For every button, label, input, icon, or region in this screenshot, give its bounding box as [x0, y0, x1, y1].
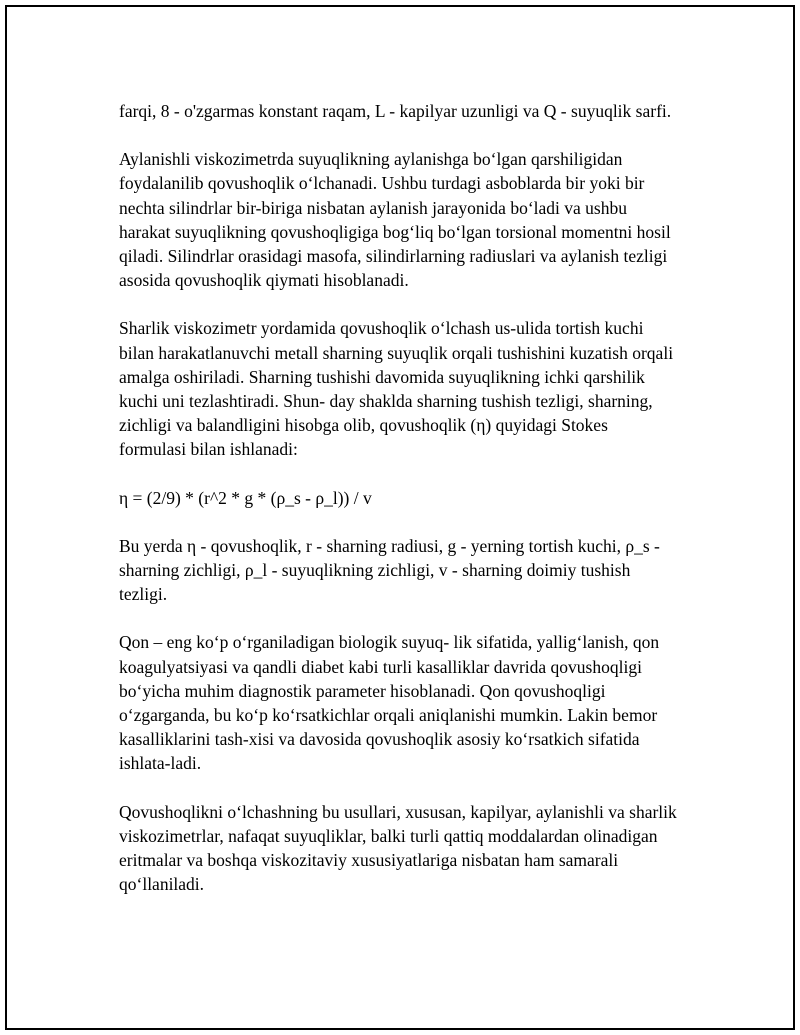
- paragraph-blood-viscosity: Qon – eng ko‘p o‘rganiladigan biologik suyuq- lik sifatida, yallig‘lanish, qon koagulyatsiyasi va qandli diabet kabi turli kasalliklar davrida qovushoqligi bo‘yicha muhim diagnostik parameter hisoblanadi. Qon qovushoqligi o‘zgarganda, bu ko‘p ko‘rsatkichlar orqali aniqlanishi mumkin. Lakin bemor kasalliklarini tash-xisi va davosida qovushoqlik asosiy ko‘rsatkich sifatida ishlata-ladi.: [119, 632, 660, 774]
- paragraph-ball-viscometer: Sharlik viskozimetr yordamida qovushoqlik o‘lchash us-ulida tortish kuchi bilan harakatlanuvchi metall sharning suyuqlik orqali tushishini kuzatish orqali amalga oshiriladi. Sharning tushishi davomida suyuqlikning ichki qarshilik kuchi uni tezlashtiradi. Shun- day shaklda sharning tushish tezligi, sharning, zichligi va balandligini hisobga olib, qovushoqlik (η) quyidagi Stokes formulasi bilan ishlanadi:: [119, 318, 674, 460]
- document-body: [119, 99, 679, 920]
- paragraph-conclusion: Qovushoqlikni o‘lchashning bu usullari, xususan, kapilyar, aylanishli va sharlik viskozimetrlar, nafaqat suyuqliklar, balki turli qattiq moddalardan olinadigan eritmalar va boshqa viskozitaviy xususiyatlariga nisbatan ham samarali qo‘llaniladi.: [119, 801, 677, 895]
- stokes-formula: η = (2/9) * (r^2 * g * (ρ_s - ρ_l)) / v: [119, 487, 372, 508]
- paragraph-formula-legend: Bu yerda η - qovushoqlik, r - sharning radiusi, g - yerning tortish kuchi, ρ_s - sharning zichligi, ρ_l - suyuqlikning zichligi, v - sharning doimiy tushish tezligi.: [119, 535, 660, 605]
- page-frame: [5, 5, 795, 1030]
- paragraph-rotational-viscometer: Aylanishli viskozimetrda suyuqlikning aylanishga bo‘lgan qarshiligidan foydalanilib qovushoqlik o‘lchanadi. Ushbu turdagi asboblarda bir yoki bir nechta silindrlar bir-biriga nisbatan aylanish jarayonida bo‘ladi va ushbu harakat suyuqlikning qovushoqligiga bog‘liq bo‘lgan torsional momentni hosil qiladi. Silindrlar orasidagi masofa, silindirlarning radiuslari va aylanish tezligi asosida qovushoqlik qiymati hisoblanadi.: [119, 149, 671, 291]
- paragraph-capillary-continuation: farqi, 8 - o'zgarmas konstant raqam, L - kapilyar uzunligi va Q - suyuqlik sarfi.: [119, 101, 672, 121]
